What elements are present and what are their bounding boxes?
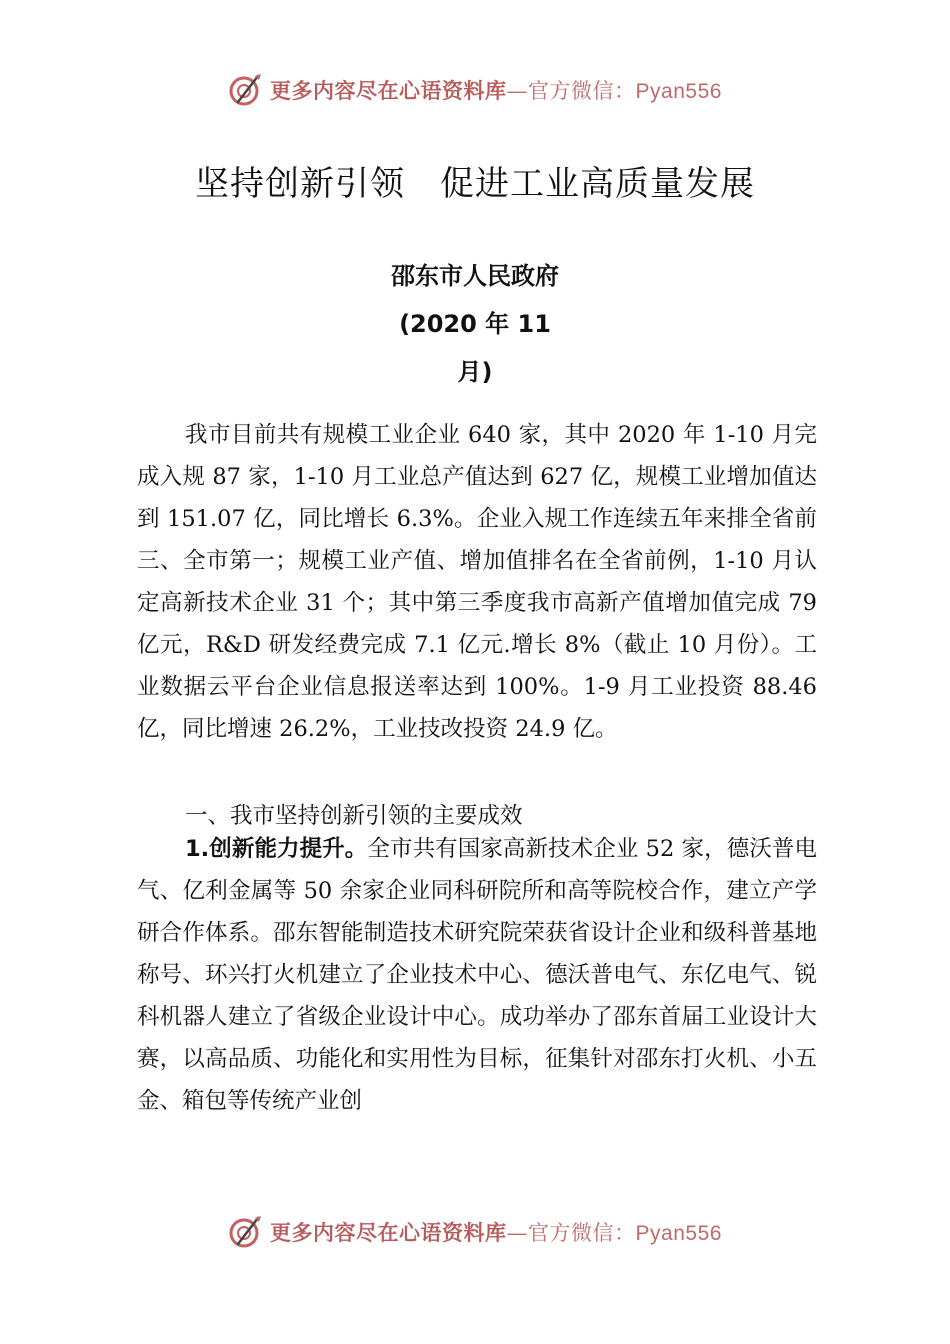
- item-1-lead: 1.创新能力提升。: [185, 836, 368, 862]
- watermark-header: [0, 68, 950, 112]
- item-1-paragraph: [137, 828, 817, 1122]
- watermark-id: Pyan556: [635, 80, 722, 103]
- watermark-brand: 更多内容尽在心语资料库: [270, 78, 507, 103]
- watermark-dash: —: [506, 1221, 529, 1245]
- watermark-dash: —: [506, 79, 529, 103]
- library-logo-icon: [228, 72, 264, 108]
- intro-paragraph: 我市目前共有规模工业企业 640 家，其中 2020 年 1-10 月完成入规 87 家，1-10 月工业总产值达到 627 亿，规模工业增加值达到 151.07 亿，同比增长 6.3%。企业入规工作连续五年来排全省前三、全市第一；规模工业产值、增加值排名在全省前例，1-10 月认定高新技术企业 31 个；其中第三季度我市高新产值增加值完成 79 亿元，R&D 研发经费完成 7.1 亿元.增长 8%（截止 10 月份）。工业数据云平台企业信息报送率达到 100%。1-9 月工业投资 88.46 亿，同比增速 26.2%，工业技改投资 24.9 亿。: [137, 422, 817, 742]
- watermark-brand: 更多内容尽在心语资料库: [270, 1220, 507, 1245]
- watermark-channel: 官方微信：: [528, 79, 636, 103]
- section-heading-1: 一、我市坚持创新引领的主要成效: [185, 803, 523, 829]
- watermark-text: [270, 1217, 722, 1247]
- watermark-footer: [0, 1210, 950, 1254]
- date-line-1: (2020 年 11: [399, 310, 551, 338]
- document-title: 坚持创新引领 促进工业高质量发展: [195, 164, 755, 204]
- library-logo-icon: [228, 1214, 264, 1250]
- date-line-2: 月): [457, 358, 493, 386]
- watermark-channel: 官方微信：: [528, 1221, 636, 1245]
- watermark-id: Pyan556: [635, 1222, 722, 1245]
- item-1-text: 全市共有国家高新技术企业 52 家，德沃普电气、亿利金属等 50 余家企业同科研院所和高等院校合作，建立产学研合作体系。邵东智能制造技术研究院荣获省设计企业和级科普基地称号、环兴打火机建立了企业技术中心、德沃普电气、东亿电气、锐科机器人建立了省级企业设计中心。成功举办了邵东首届工业设计大赛，以高品质、功能化和实用性为目标，征集针对邵东打火机、小五金、箱包等传统产业创: [137, 836, 817, 1114]
- author-line: 邵东市人民政府: [391, 262, 559, 290]
- watermark-text: [270, 75, 722, 105]
